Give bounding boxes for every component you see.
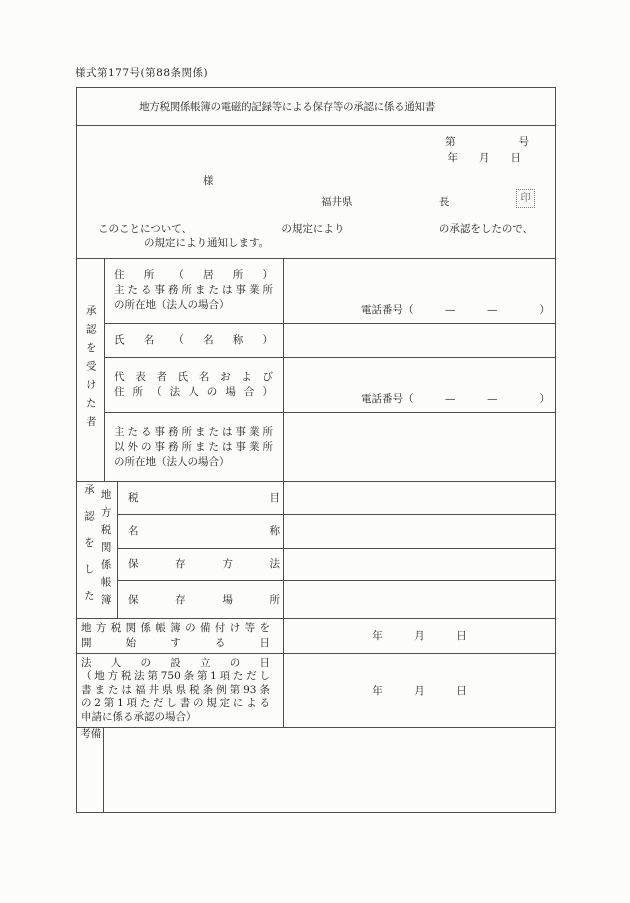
table-row-storage-place xyxy=(118,581,555,618)
book-name-value-cell xyxy=(284,515,555,548)
representative-label xyxy=(105,358,284,413)
table-row-tax-item xyxy=(118,482,555,515)
approved-books-side-object: 地方税関係帳簿 xyxy=(99,488,112,612)
founding-date-label-line: 法人の設立の日 xyxy=(81,656,270,669)
address-label-line: 住所（居所） xyxy=(114,269,273,282)
founding-date-label-line: 申請に係る承認の場合） xyxy=(81,710,197,723)
address-value-cell xyxy=(284,259,555,323)
founding-date-label-line: 書または福井県県税条例第93条 xyxy=(81,683,270,696)
book-name-label xyxy=(118,515,284,548)
table-row-other-offices xyxy=(105,413,555,481)
header-block xyxy=(77,126,555,259)
start-date-value: 年 月 日 xyxy=(372,630,467,642)
storage-method-label xyxy=(118,549,284,581)
document-number-line: 第 号 xyxy=(445,136,529,148)
start-date-label-line: 地方税関係帳簿の備付け等を xyxy=(81,622,270,634)
issue-date-line: 年 月 日 xyxy=(447,152,521,164)
name-label-line: 氏名（名称） xyxy=(114,333,273,346)
other-offices-value-cell xyxy=(284,413,555,481)
phone-number-line: 電話番号（ — — ） xyxy=(361,393,550,406)
storage-place-value-cell xyxy=(284,581,555,618)
addressee-honorific: 様 xyxy=(203,175,214,187)
seal-placeholder-icon: 印 xyxy=(516,189,535,208)
start-date-label-line: 開始する日 xyxy=(81,637,270,649)
founding-date-label xyxy=(77,654,284,727)
issuer-title: 長 xyxy=(439,196,450,208)
table-row-storage-method xyxy=(118,549,555,582)
approved-books-side-action: 承認をした xyxy=(82,483,95,617)
representative-label-line: 代表者氏名および xyxy=(114,370,273,383)
issuer-prefecture: 福井県 xyxy=(321,196,353,208)
founding-date-value: 年 月 日 xyxy=(372,684,467,697)
notification-body-line1: このことについて、 の規定により の承認をしたので、 xyxy=(98,223,534,235)
table-row-remarks xyxy=(77,728,555,812)
other-offices-label-line: 以外の事務所または事業所 xyxy=(114,440,273,453)
table-row-name xyxy=(105,324,555,358)
table-row-representative xyxy=(105,358,555,414)
remarks-value-cell xyxy=(104,728,555,812)
approved-person-rows xyxy=(105,259,555,481)
name-label xyxy=(105,324,284,357)
form-number-label: 様式第177号(第88条関係) xyxy=(75,67,209,79)
approved-person-side-label xyxy=(77,259,105,481)
address-label-line: 主たる事務所または事業所 xyxy=(114,284,273,297)
book-name-label-line: 名称 xyxy=(128,525,280,538)
remarks-side-label xyxy=(77,728,104,812)
table-row-start-date xyxy=(77,619,555,654)
representative-value-cell xyxy=(284,358,555,413)
other-offices-label-line: の所在地（法人の場合） xyxy=(114,455,230,468)
approved-person-side-text: 承認を受けた者 xyxy=(84,305,97,435)
approved-person-section xyxy=(77,259,555,482)
address-label-line: の所在地（法人の場合） xyxy=(114,299,230,312)
table-row-book-name xyxy=(118,515,555,549)
tax-item-label-line: 税目 xyxy=(128,491,280,504)
form-table xyxy=(76,87,556,813)
address-label xyxy=(105,259,284,323)
founding-date-label-line: （地方税法第750条第1項ただし xyxy=(81,670,270,683)
storage-method-value-cell xyxy=(284,549,555,581)
start-date-label xyxy=(77,619,284,653)
storage-method-label-line: 保存方法 xyxy=(128,558,280,571)
founding-date-label-line: の2第1項ただし書の規定による xyxy=(81,697,270,710)
storage-place-label xyxy=(118,581,284,618)
form-title: 地方税関係帳簿の電磁的記録等による保存等の承認に係る通知書 xyxy=(77,88,555,126)
other-offices-label xyxy=(105,413,284,481)
table-row-founding-date xyxy=(77,654,555,728)
approved-books-rows xyxy=(118,482,555,618)
tax-item-value-cell xyxy=(284,482,555,514)
other-offices-label-line: 主たる事務所または事業所 xyxy=(114,425,273,438)
table-row-address xyxy=(105,259,555,324)
representative-label-line: 住所（法人の場合） xyxy=(114,385,273,398)
approved-books-section xyxy=(77,482,555,619)
tax-item-label xyxy=(118,482,284,514)
approved-books-side-label xyxy=(77,482,118,618)
notification-body-line2: の規定により通知します。 xyxy=(144,237,270,249)
name-value-cell xyxy=(284,324,555,357)
remarks-side-text: 備考 xyxy=(79,728,102,772)
storage-place-label-line: 保存場所 xyxy=(128,593,280,606)
phone-number-line: 電話番号（ — — ） xyxy=(361,303,550,316)
